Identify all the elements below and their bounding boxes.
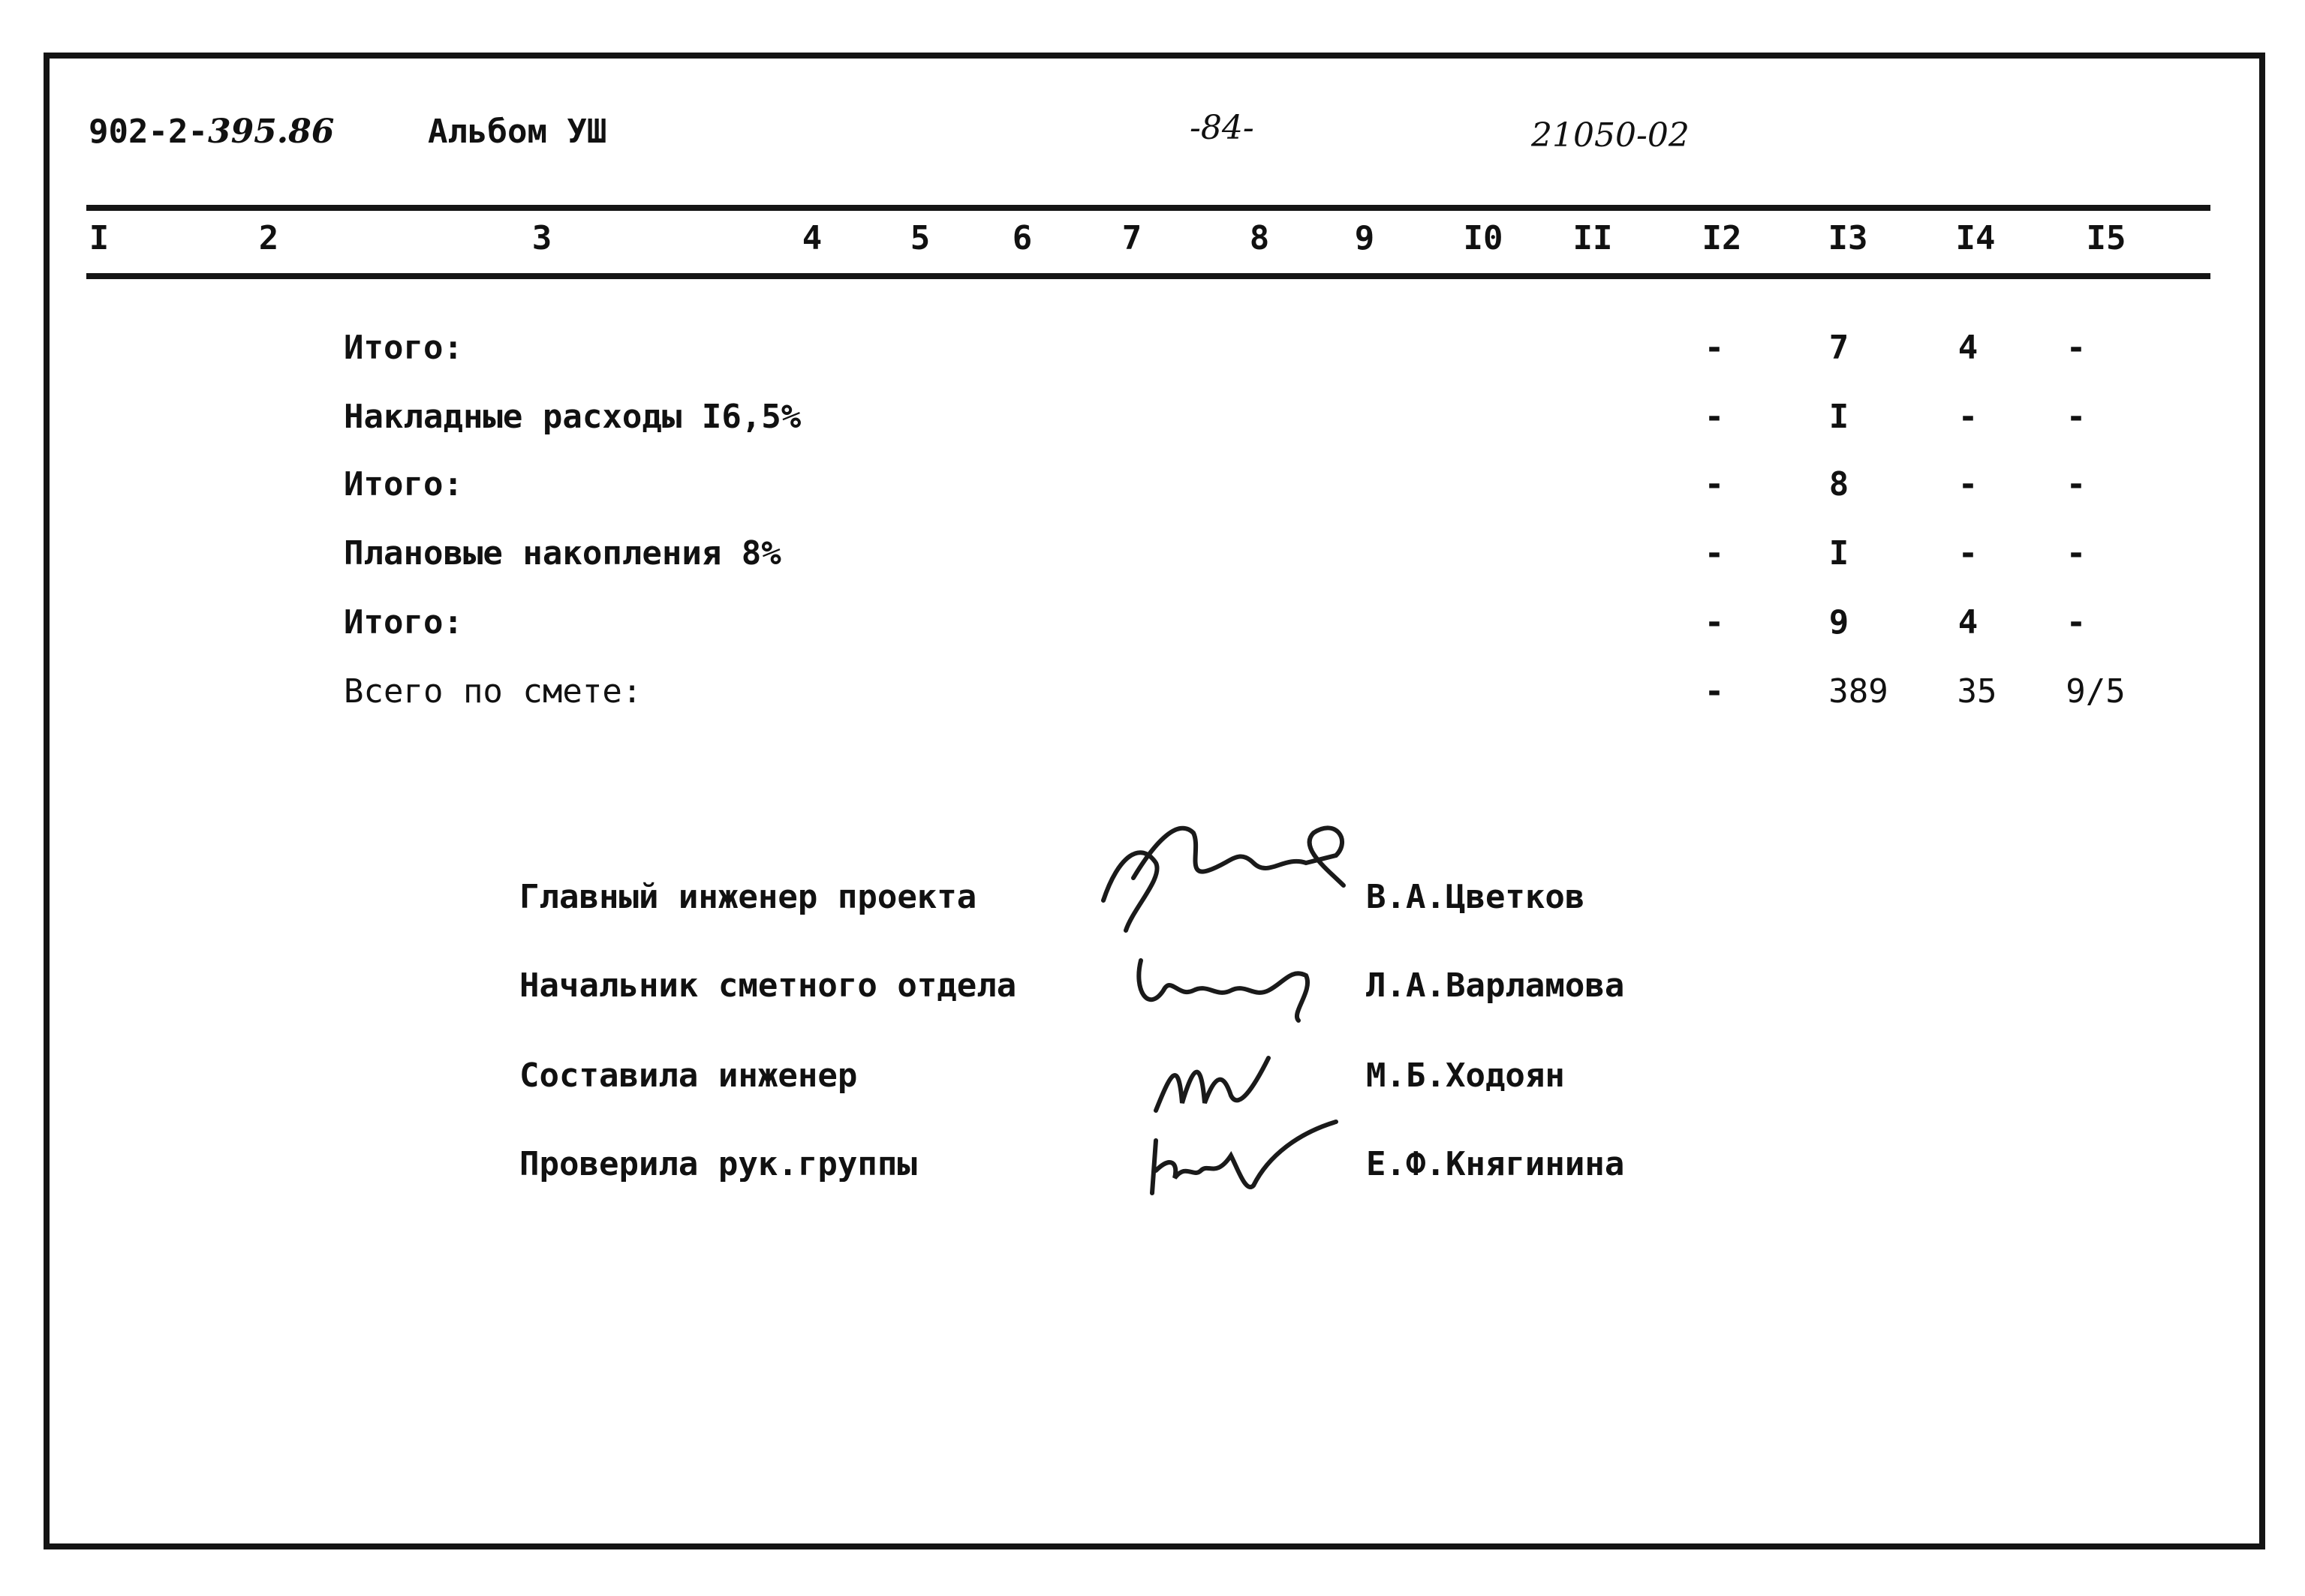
- column-number: I4: [1955, 219, 1996, 257]
- cell-col-13: 8: [1828, 465, 1849, 503]
- row-label: Накладные расходы I6,5%: [344, 398, 802, 436]
- cell-col-15: -: [2066, 603, 2087, 642]
- column-number: 8: [1249, 219, 1270, 257]
- column-number: 9: [1354, 219, 1375, 257]
- column-number: 2: [258, 219, 279, 257]
- column-number: 5: [910, 219, 931, 257]
- cell-col-12: -: [1704, 672, 1725, 711]
- cell-col-15: -: [2066, 465, 2087, 503]
- cell-col-14: -: [1957, 534, 1979, 573]
- doc-number: [89, 113, 334, 151]
- cell-col-12: -: [1704, 534, 1725, 573]
- page-number: -84-: [1190, 109, 1254, 147]
- cell-col-14: 35: [1957, 672, 1997, 711]
- signatory-name: М.Б.Ходоян: [1366, 1056, 1565, 1095]
- album-label: Альбом УШ: [428, 113, 607, 151]
- signature-title: Главный инженер проекта: [519, 878, 977, 916]
- row-label-total: Всего по смете:: [344, 672, 642, 711]
- cell-col-14: -: [1957, 465, 1979, 503]
- cell-col-13: 7: [1828, 329, 1849, 367]
- row-label: Итого:: [344, 465, 463, 503]
- handwritten-signature: [1141, 1111, 1351, 1208]
- column-number: I5: [2086, 219, 2126, 257]
- column-number: 7: [1121, 219, 1142, 257]
- row-label: Плановые накопления 8%: [344, 534, 781, 573]
- cell-col-12: -: [1704, 465, 1725, 503]
- signatory-name: Л.А.Варламова: [1366, 966, 1625, 1005]
- cell-col-12: -: [1704, 603, 1725, 642]
- header-bottom-rule: [86, 273, 2210, 279]
- cell-col-13: 9: [1828, 603, 1849, 642]
- cell-col-15: -: [2066, 329, 2087, 367]
- column-number: 3: [531, 219, 552, 257]
- cell-col-12: -: [1704, 398, 1725, 436]
- column-number: I2: [1702, 219, 1742, 257]
- cell-col-14: 4: [1957, 329, 1979, 367]
- sheet-code: 21050-02: [1531, 116, 1690, 155]
- column-number: II: [1572, 219, 1613, 257]
- cell-col-13: I: [1828, 534, 1849, 573]
- signature-title: Начальник сметного отдела: [519, 966, 1017, 1005]
- column-number: 6: [1012, 219, 1033, 257]
- signatory-name: Е.Ф.Княгинина: [1366, 1145, 1625, 1183]
- cell-col-15: -: [2066, 534, 2087, 573]
- cell-col-13: 389: [1828, 672, 1888, 711]
- header-top-rule: [86, 205, 2210, 211]
- column-number: I0: [1463, 219, 1503, 257]
- cell-col-12: -: [1704, 329, 1725, 367]
- handwritten-signature: [1088, 810, 1359, 945]
- doc-number-handwritten: 395.86: [207, 113, 335, 151]
- cell-col-14: -: [1957, 398, 1979, 436]
- signatory-name: В.А.Цветков: [1366, 878, 1585, 916]
- signature-title: Проверила рук.группы: [519, 1145, 917, 1183]
- cell-col-14: 4: [1957, 603, 1979, 642]
- cell-col-13: I: [1828, 398, 1849, 436]
- signature-title: Составила инженер: [519, 1056, 858, 1095]
- column-number: 4: [802, 219, 823, 257]
- row-label: Итого:: [344, 329, 463, 367]
- column-number: I: [89, 219, 110, 257]
- handwritten-signature: [1126, 945, 1321, 1028]
- cell-col-15: -: [2066, 398, 2087, 436]
- column-number: I3: [1828, 219, 1868, 257]
- row-label: Итого:: [344, 603, 463, 642]
- doc-number-prefix: 902-2-: [89, 113, 208, 151]
- cell-col-15: 9/5: [2066, 672, 2126, 711]
